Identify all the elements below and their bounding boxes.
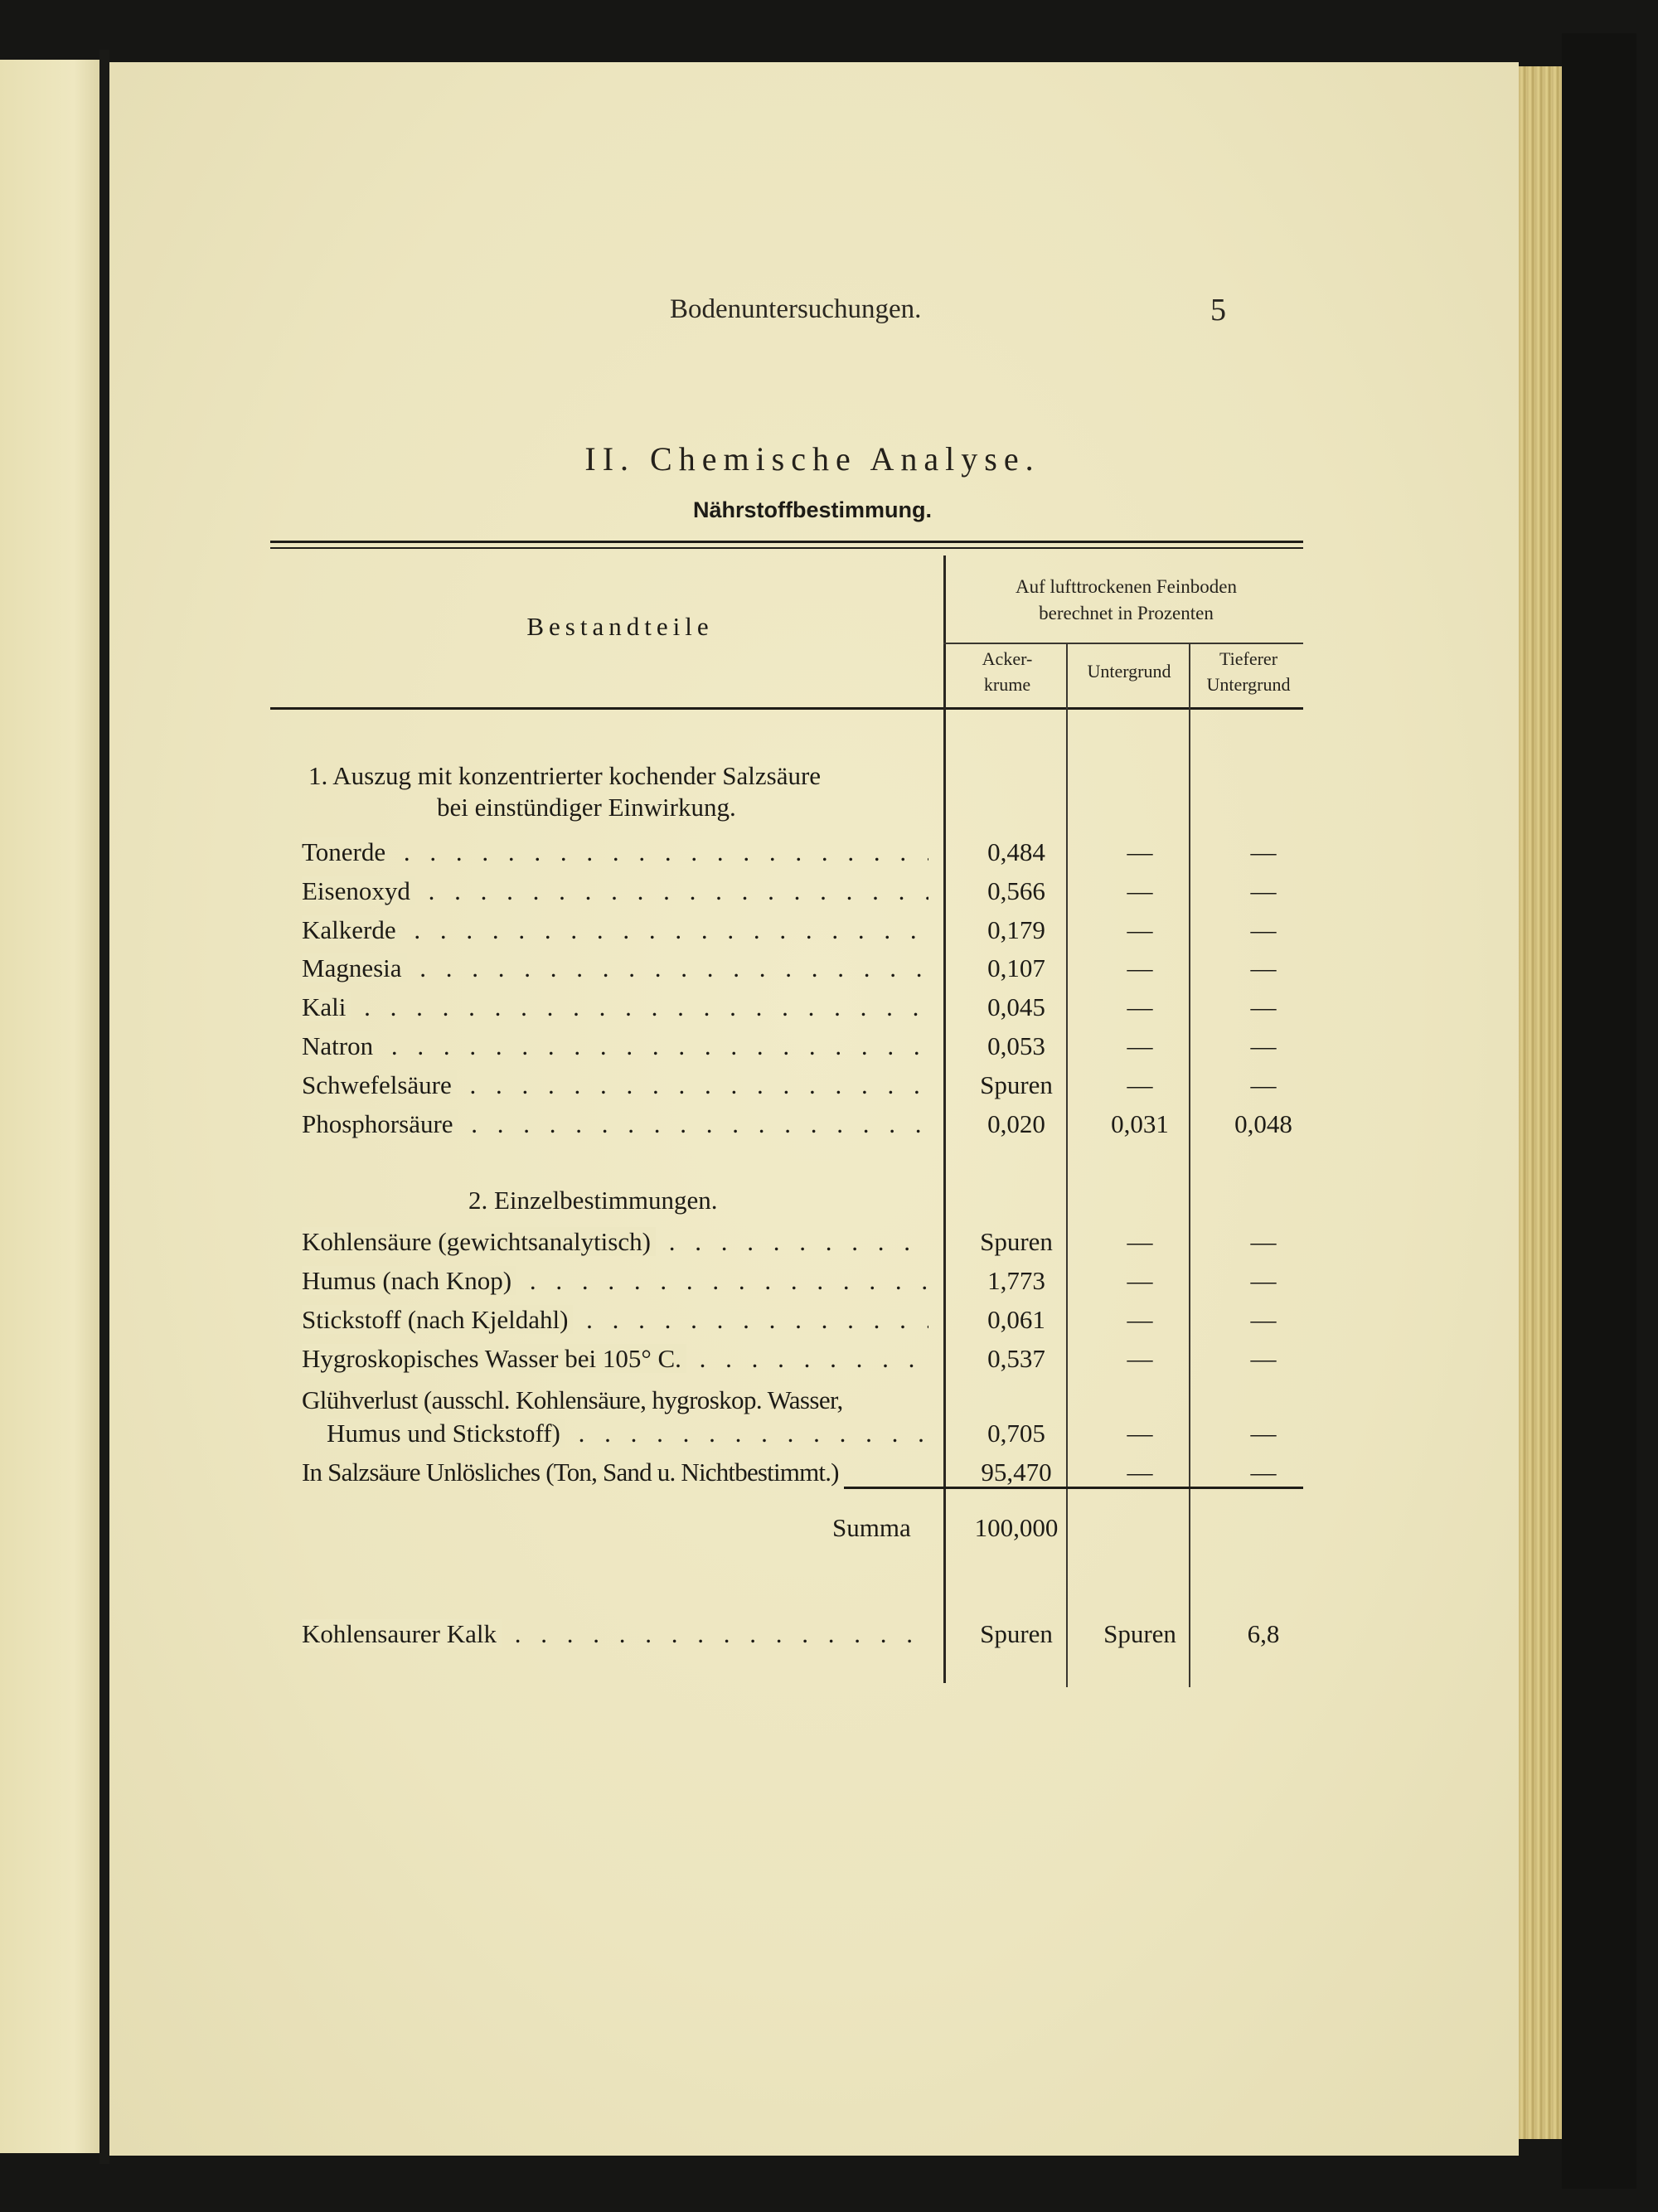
row-label [302, 1031, 928, 1061]
row-value-c1: 0,053 [987, 1031, 1045, 1060]
col-header-ackerkrume-line2: krume [983, 673, 1031, 695]
row-value-c3: — [1250, 1305, 1277, 1334]
row-label-text: Humus (nach Knop) [302, 1266, 516, 1295]
row-value-c3: — [1250, 992, 1277, 1022]
row-label-text: Kohlensäure (gewichtsanalytisch) [302, 1227, 656, 1256]
kalk-c3: 6,8 [1247, 1619, 1280, 1648]
row-value-c2: — [1127, 914, 1153, 944]
col-group-header [949, 574, 1303, 627]
unloesliches-c1: 95,470 [981, 1458, 1052, 1487]
unloesliches-c2: — [1127, 1458, 1153, 1487]
header-bottom-rule [270, 707, 1303, 710]
left-page-edge [0, 60, 106, 2153]
gluehverlust-c2: — [1127, 1419, 1153, 1448]
col-header-ackerkrume-line1: Acker- [982, 648, 1033, 669]
row-value-c1: 1,773 [987, 1266, 1045, 1295]
row-value-c3: 0,048 [1234, 1108, 1292, 1138]
row-value-c1: 0,537 [987, 1344, 1045, 1373]
row-label-text: Natron [302, 1031, 378, 1060]
row-label [302, 1266, 928, 1296]
kalk-c1: Spuren [980, 1619, 1053, 1648]
row-value-c2: — [1127, 1266, 1153, 1295]
row-label [302, 915, 928, 945]
row-label-text: Phosphorsäure [302, 1109, 458, 1138]
col-header-ackerkrume [949, 647, 1065, 698]
row-value-c2: — [1127, 837, 1153, 866]
row-value-c2: — [1127, 876, 1153, 905]
row-label-text: Stickstoff (nach Kjeldahl) [302, 1305, 573, 1334]
table-divider-col3 [1189, 643, 1190, 1687]
section-title: II. Chemische Analyse. [584, 440, 1040, 478]
section2-title: 2. Einzelbestimmungen. [468, 1186, 718, 1215]
row-value-c1: 0,045 [987, 992, 1045, 1022]
header-subgroup-rule [943, 643, 1303, 644]
table-top-rule [270, 541, 1303, 543]
row-value-c2: — [1127, 1070, 1153, 1099]
kalk-c2: Spuren [1103, 1619, 1176, 1648]
unloesliches-c3: — [1250, 1458, 1277, 1487]
row-value-c2: — [1127, 1227, 1153, 1256]
row-label-text: Tonerde [302, 837, 390, 866]
row-value-c1: 0,484 [987, 837, 1045, 866]
row-label-text: Kalkerde [302, 915, 401, 944]
kalk-label-text: Kohlensaurer Kalk [302, 1619, 502, 1648]
row-label-text: Magnesia [302, 953, 407, 982]
book-cover-edge [1562, 33, 1636, 2189]
gluehverlust-c3: — [1250, 1419, 1277, 1448]
row-value-c3: — [1250, 1344, 1277, 1373]
page-number: 5 [1210, 293, 1226, 327]
kalk-label [302, 1619, 928, 1649]
row-value-c3: — [1250, 837, 1277, 866]
section1-title-line1: 1. Auszug mit konzentrierter kochender Salzsäure [308, 761, 822, 790]
row-value-c2: — [1127, 1305, 1153, 1334]
col-header-tieferer-untergrund [1191, 647, 1306, 698]
row-value-c2: — [1127, 953, 1153, 983]
row-value-c1: 0,020 [987, 1108, 1045, 1138]
col-group-header-line1: Auf lufttrockenen Feinboden [1016, 576, 1237, 597]
col-header-untergrund [1069, 659, 1189, 685]
row-value-c3: — [1250, 953, 1277, 983]
gluehverlust-line2-label [327, 1419, 928, 1448]
row-value-c1: 0,566 [987, 876, 1045, 905]
row-label [302, 1227, 928, 1257]
gluehverlust-c1: 0,705 [987, 1419, 1045, 1448]
table-divider-main [943, 555, 946, 1683]
col-group-header-line2: berechnet in Prozenten [1039, 603, 1214, 624]
row-value-c3: — [1250, 1070, 1277, 1099]
gluehverlust-line1: Glühverlust (ausschl. Kohlensäure, hygroskop. Wasser, [302, 1385, 843, 1414]
row-label-text: Hygroskopisches Wasser bei 105° C. [302, 1344, 686, 1373]
summa-label: Summa [832, 1513, 911, 1542]
row-label-text: Schwefelsäure [302, 1070, 457, 1099]
section1-title-line2: bei einstündiger Einwirkung. [437, 793, 736, 822]
summa-rule [844, 1487, 1303, 1489]
row-value-c3: — [1250, 1031, 1277, 1060]
row-value-c1: 0,179 [987, 914, 1045, 944]
row-value-c3: — [1250, 1266, 1277, 1295]
book-gutter [99, 50, 109, 2164]
unloesliches-label: In Salzsäure Unlösliches (Ton, Sand u. Nichtbestimmt.) [302, 1458, 839, 1487]
row-label-text: Kali [302, 992, 351, 1021]
subsection-title: Nährstoffbestimmung. [692, 497, 932, 522]
row-value-c1: Spuren [980, 1227, 1053, 1256]
summa-value: 100,000 [974, 1513, 1059, 1542]
row-label [302, 953, 928, 983]
row-value-c1: 0,061 [987, 1305, 1045, 1334]
row-label [302, 837, 928, 867]
table-top-rule-thin [270, 547, 1303, 549]
row-value-c1: 0,107 [987, 953, 1045, 983]
row-value-c3: — [1250, 1227, 1277, 1256]
row-value-c2: — [1127, 1344, 1153, 1373]
col-header-untergrund-text: Untergrund [1087, 661, 1171, 682]
row-value-c1: Spuren [980, 1070, 1053, 1099]
row-label [302, 1109, 928, 1139]
row-value-c3: — [1250, 876, 1277, 905]
row-value-c2: — [1127, 992, 1153, 1022]
page-edges [1519, 66, 1562, 2139]
row-value-c2: — [1127, 1031, 1153, 1060]
running-head: Bodenuntersuchungen. [670, 294, 922, 324]
col-header-tieferer-line1: Tieferer [1219, 648, 1278, 669]
row-label [302, 1305, 928, 1335]
col-header-tieferer-line2: Untergrund [1206, 673, 1291, 695]
gluehverlust-line2-text: Humus und Stickstoff) [327, 1419, 565, 1448]
row-label [302, 1070, 928, 1100]
row-label-text: Eisenoxyd [302, 876, 415, 905]
row-label [302, 876, 928, 906]
row-value-c2: 0,031 [1111, 1108, 1169, 1138]
row-value-c3: — [1250, 914, 1277, 944]
row-label [302, 992, 928, 1022]
row-label [302, 1344, 928, 1374]
col-header-bestandteile: Bestandteile [526, 612, 714, 641]
